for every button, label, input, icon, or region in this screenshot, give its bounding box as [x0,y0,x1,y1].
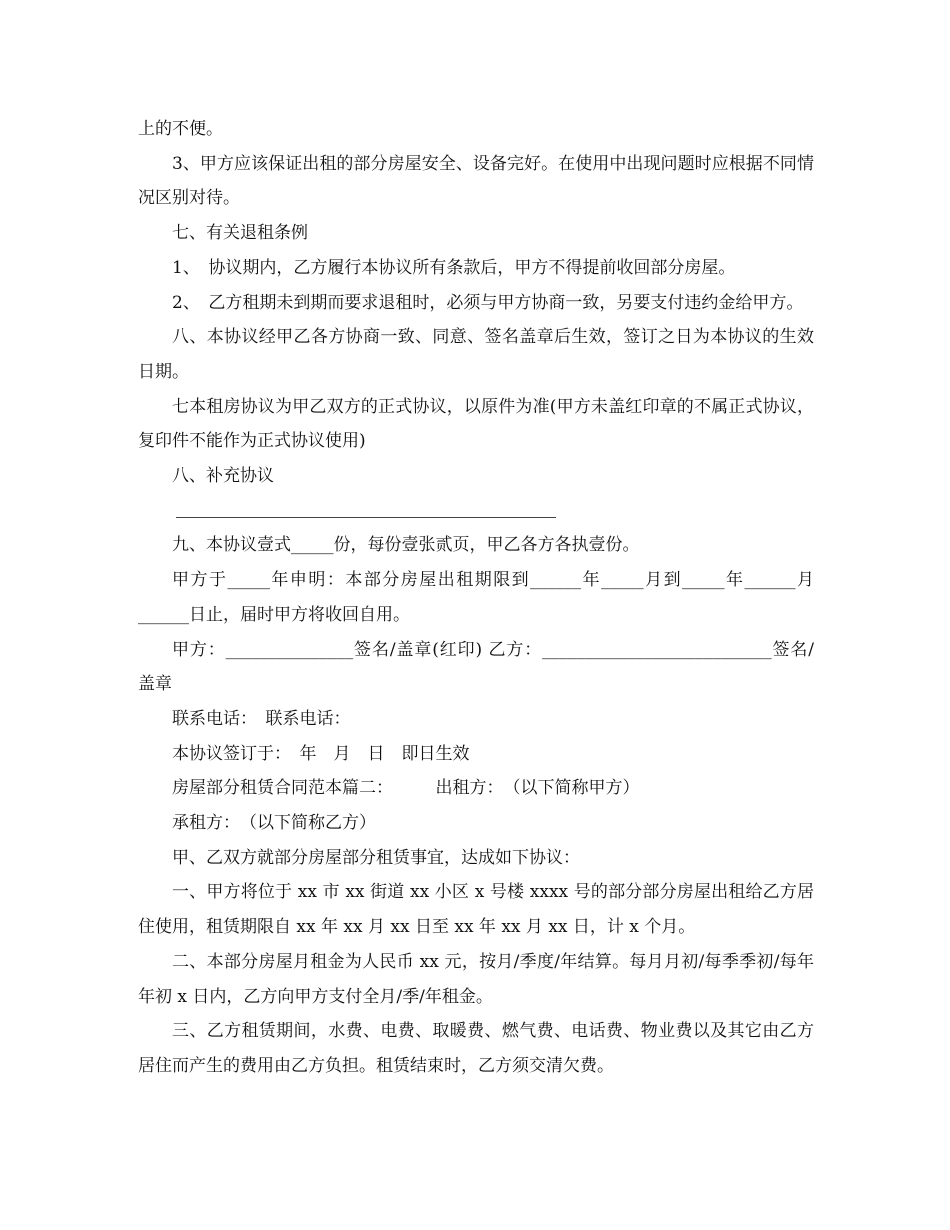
clause-property-location: 一、甲方将位于 xx 市 xx 街道 xx 小区 x 号楼 xxxx 号的部分部分房屋出租给乙方居住使用，租赁期限自 xx 年 xx 月 xx 日至 xx 年 xx 月 xx 日，计 x 个月。 [138,882,814,938]
clause-utilities: 三、乙方租赁期间，水费、电费、取暖费、燃气费、电话费、物业费以及其它由乙方居住而产生的费用由乙方负担。租赁结束时，乙方须交清欠费。 [138,1021,814,1076]
paragraph-clause-3: 3、甲方应该保证出租的部分房屋安全、设备完好。在使用中出现问题时应根据不同情况区别对待。 [138,153,814,209]
section-heading-supplement: 八、补充协议 [172,466,274,487]
contact-phone-line: 联系电话： 联系电话： [172,708,351,729]
agreement-intro: 甲、乙双方就部分房屋部分租赁事宜，达成如下协议： [172,847,580,868]
paragraph-continuation: 上的不便。 [138,119,223,139]
document-body [138,112,814,1084]
paragraph-termination-2: 2、 乙方租期未到期而要求退租时，必须与甲方协商一致，另要支付违约金给甲方。 [172,292,804,313]
signature-line: 甲方：_______________签名/盖章(红印) 乙方：___________________________签名/盖章 [138,639,814,695]
paragraph-effective-date: 八、本协议经甲乙各方协商一致、同意、签名盖章后生效，签订之日为本协议的生效日期。 [138,327,814,382]
lessee-line: 承租方： （以下简称乙方） [172,813,376,834]
paragraph-formal-agreement: 七本租房协议为甲乙双方的正式协议，以原件为准(甲方未盖红印章的不属正式协议，复印件不能作为正式协议使用) [138,396,814,452]
signing-date-line: 本协议签订于： 年 月 日 即日生效 [172,743,470,764]
template-two-heading: 房屋部分租赁合同范本篇二： 出租方： （以下简称甲方） [172,778,640,799]
paragraph-lease-term-statement: 甲方于_____年申明：本部分房屋出租期限到______年_____月到_____年______月______日止，届时甲方将收回自用。 [138,570,814,625]
section-heading-termination: 七、有关退租条例 [172,223,308,244]
clause-rent: 二、本部分房屋月租金为人民币 xx 元，按月/季度/年结算。每月月初/每季季初/每年年初 x 日内，乙方向甲方支付全月/季/年租金。 [138,951,814,1007]
paragraph-copies: 九、本协议壹式_____份，每份壹张贰页，甲乙各方各执壹份。 [172,535,640,556]
supplement-blank-line [176,494,556,529]
paragraph-termination-1: 1、 协议期内，乙方履行本协议所有条款后，甲方不得提前收回部分房屋。 [172,257,736,278]
